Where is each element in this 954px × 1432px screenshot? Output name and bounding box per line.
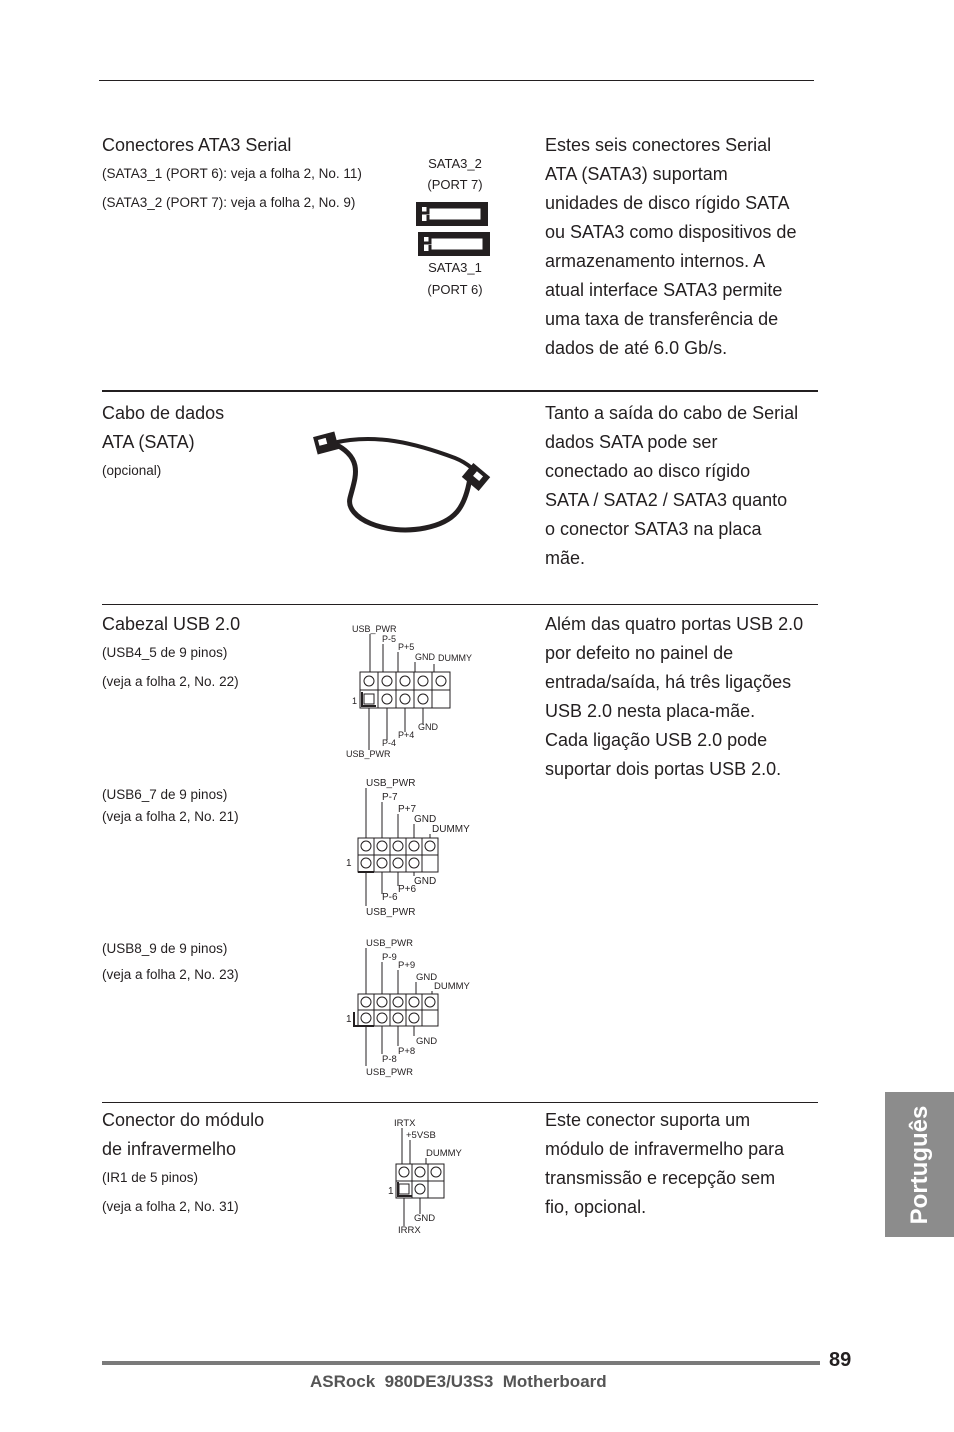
sata3-2-port-label: (PORT 7) bbox=[427, 177, 483, 192]
cable-title-2: ATA (SATA) bbox=[102, 432, 195, 452]
h2-usb-pwr-bottom: USB_PWR bbox=[366, 907, 416, 918]
ir-description: Este conector suporta um módulo de infravermelho para transmissão e recepção sem fio, opcional. bbox=[545, 1110, 785, 1217]
language-tab-label: Português bbox=[905, 1105, 933, 1224]
sata3-title: Conectores ATA3 Serial bbox=[102, 135, 292, 155]
usb-h2-sub-2: (veja a folha 2, No. 21) bbox=[102, 809, 239, 824]
footer-rule bbox=[102, 1361, 820, 1365]
usb-h3-sub-1: (USB8_9 de 9 pinos) bbox=[102, 941, 228, 956]
section-rule-3 bbox=[102, 1102, 818, 1103]
h1-usb-pwr-top: USB_PWR bbox=[352, 624, 397, 634]
h3-usb-pwr-top: USB_PWR bbox=[366, 938, 413, 949]
ir-irrx-label: IRRX bbox=[398, 1225, 421, 1236]
usb-h2-sub-1: (USB6_7 de 9 pinos) bbox=[102, 787, 228, 802]
h3-gnd-bottom: GND bbox=[416, 1036, 438, 1047]
sata3-2-label: SATA3_2 bbox=[428, 156, 482, 171]
h2-gnd-bottom: GND bbox=[414, 876, 437, 887]
h1-p-minus-top: P-5 bbox=[382, 634, 397, 644]
ir-title-1: Conector do módulo bbox=[102, 1110, 265, 1130]
sata3-sub-1: (SATA3_1 (PORT 6): veja a folha 2, No. 11) bbox=[102, 166, 362, 181]
cable-description: Tanto a saída do cabo de Serial dados SATA pode ser conectado ao disco rígido SATA / SATA2 / SATA3 quanto o conector SATA3 na placa mãe. bbox=[545, 403, 799, 568]
usb4-5-header-diagram bbox=[340, 620, 490, 762]
ir-title-2: de infravermelho bbox=[102, 1139, 237, 1159]
ir-header-diagram bbox=[380, 1114, 490, 1236]
usb-title: Cabezal USB 2.0 bbox=[102, 614, 241, 634]
ir-gnd-label: GND bbox=[414, 1213, 436, 1224]
usb-description: Além das quatro portas USB 2.0 por defeito no painel de entrada/saída, há três ligações USB 2.0 nesta placa-mãe. Cada ligação USB 2.0 pode suportar dois portas USB 2.0. bbox=[545, 614, 804, 779]
usb8-9-header-diagram bbox=[340, 934, 490, 1080]
h2-pin1: 1 bbox=[346, 858, 352, 869]
usb-h3-sub-2: (veja a folha 2, No. 23) bbox=[102, 967, 239, 982]
h3-p-plus-top: P+9 bbox=[398, 960, 416, 971]
h1-pin1: 1 bbox=[352, 696, 358, 706]
h3-dummy: DUMMY bbox=[434, 981, 470, 992]
ir-sub-2: (veja a folha 2, No. 31) bbox=[102, 1199, 239, 1214]
ir-irtx-label: IRTX bbox=[394, 1118, 416, 1129]
h3-p-minus-bottom: P-8 bbox=[382, 1054, 397, 1065]
h2-p-plus-top: P+7 bbox=[398, 804, 417, 815]
sata3-1-label: SATA3_1 bbox=[428, 260, 482, 275]
h1-gnd-top: GND bbox=[415, 652, 435, 662]
sata-cable-image bbox=[305, 418, 505, 538]
ir-5vsb-label: +5VSB bbox=[406, 1130, 436, 1141]
h3-usb-pwr-bottom: USB_PWR bbox=[366, 1067, 413, 1078]
cable-title-1: Cabo de dados bbox=[102, 403, 225, 423]
h3-pin1: 1 bbox=[346, 1014, 352, 1025]
h2-p-minus-top: P-7 bbox=[382, 792, 398, 803]
h3-p-minus-top: P-9 bbox=[382, 952, 397, 963]
h1-p-plus-top: P+5 bbox=[398, 642, 415, 652]
h2-dummy: DUMMY bbox=[432, 824, 470, 835]
ir-sub-1: (IR1 de 5 pinos) bbox=[102, 1170, 199, 1185]
h1-p-minus-bottom: P-4 bbox=[382, 738, 397, 748]
ir-pin1: 1 bbox=[388, 1186, 394, 1197]
h1-p-plus-bottom: P+4 bbox=[398, 730, 415, 740]
h1-gnd-bottom: GND bbox=[418, 722, 438, 732]
usb6-7-header-diagram bbox=[340, 774, 490, 920]
top-rule bbox=[99, 80, 814, 81]
h2-p-plus-bottom: P+6 bbox=[398, 884, 417, 895]
sata3-sub-2: (SATA3_2 (PORT 7): veja a folha 2, No. 9) bbox=[102, 195, 356, 210]
section-rule-2 bbox=[102, 604, 818, 605]
h2-p-minus-bottom: P-6 bbox=[382, 892, 398, 903]
page-number: 89 bbox=[829, 1349, 852, 1371]
language-side-tab bbox=[885, 1092, 954, 1237]
usb-h1-sub-2: (veja a folha 2, No. 22) bbox=[102, 674, 239, 689]
ir-dummy-label: DUMMY bbox=[426, 1148, 462, 1159]
sata-connectors-diagram bbox=[412, 200, 494, 260]
h1-usb-pwr-bottom: USB_PWR bbox=[346, 749, 391, 759]
h3-p-plus-bottom: P+8 bbox=[398, 1046, 416, 1057]
cable-sub: (opcional) bbox=[102, 463, 162, 478]
h3-gnd-top: GND bbox=[416, 972, 438, 983]
footer-model: ASRock 980DE3/U3S3 Motherboard bbox=[310, 1372, 607, 1391]
h2-gnd-top: GND bbox=[414, 814, 437, 825]
section-rule-1 bbox=[102, 390, 818, 392]
sata3-1-port-label: (PORT 6) bbox=[427, 282, 483, 297]
h1-dummy: DUMMY bbox=[438, 653, 472, 663]
sata3-description: Estes seis conectores Serial ATA (SATA3) suportam unidades de disco rígido SATA ou SATA3 como dispositivos de armazenamento internos. A atual interface SATA3 permite uma taxa de transferência de dados de até 6.0 Gb/s. bbox=[545, 135, 797, 358]
usb-h1-sub-1: (USB4_5 de 9 pinos) bbox=[102, 645, 228, 660]
h2-usb-pwr-top: USB_PWR bbox=[366, 778, 416, 789]
